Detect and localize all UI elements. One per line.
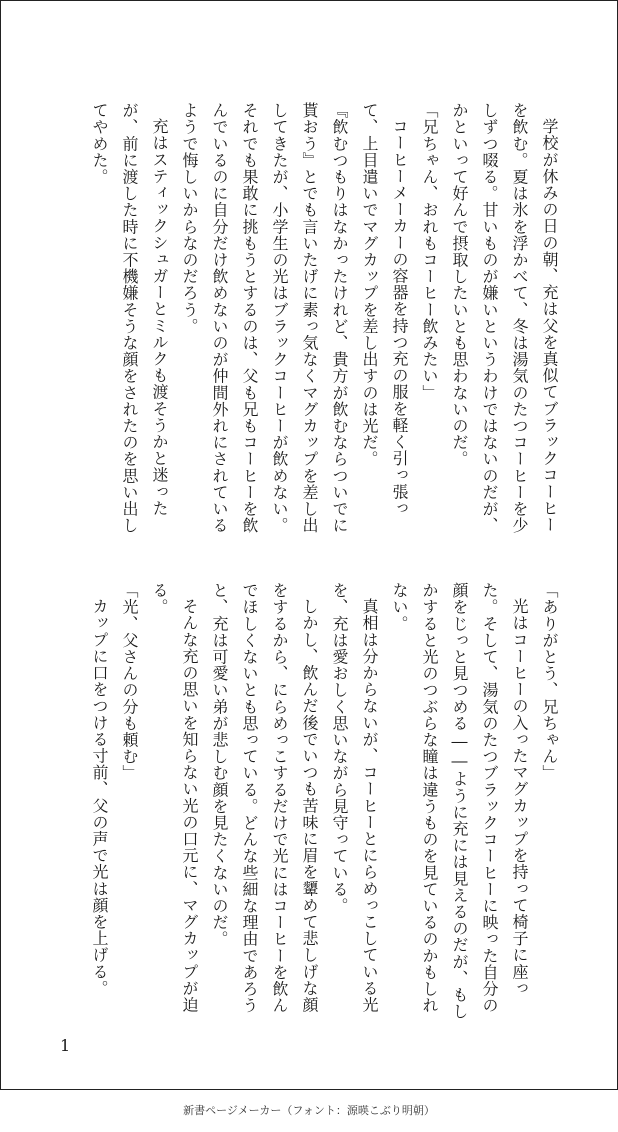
paragraph: しかし、飲んだ後でいつも苦味に眉を顰めて悲しげな顔をするから、にらめっこするだけで光にはコーヒーを飲んでほしくないとも思っている。どんな些細な理由であろうと、充は可愛い弟が悲しむ顔を見たくないのだ。 — [210, 582, 319, 1014]
paragraph: 「光、父さんの分も頼む」 — [120, 582, 139, 782]
page-number: 1 — [60, 1036, 71, 1055]
paragraph: 「兄ちゃん、おれもコーヒー飲みたい」 — [420, 102, 439, 401]
paragraph: 「ありがとう、兄ちゃん」 — [540, 582, 559, 782]
text-block-top — [84, 102, 564, 542]
paragraph: コーヒーメーカーの容器を持つ充の服を軽く引っ張って、上目遣いでマグカップを差し出すのは光だ。 — [360, 102, 409, 517]
paragraph: 『飲むつもりはなかったけれど、貴方が飲むならついでに貰おう』とでも言いたげに素っ気なくマグカップを差し出してきたが、小学生の光はブラックコーヒーが飲めない。それでも果敢に挑もうとするのは、父も兄もコーヒーを飲んでいるのに自分だけ飲めないのが仲間外れにされているようで悔しいからなのだろう。 — [180, 102, 349, 534]
paragraph: 学校が休みの日の朝、充は父を真似てブラックコーヒーを飲む。夏は氷を浮かべて、冬は湯気のたつコーヒーを少しずつ啜る。甘いものが嫌いというわけではないのだが、かといって好んで摂取したいとも思わないのだ。 — [450, 102, 559, 534]
paragraph: 真相は分からないが、コーヒーとにらめっこしている光を、充は愛おしく思いながら見守っている。 — [330, 582, 379, 1013]
paragraph: カップに口をつける寸前、父の声で光は顔を上げる。 — [90, 598, 109, 997]
paragraph: そんな充の思いを知らない光の口元に、マグカップが迫る。 — [150, 582, 199, 1013]
paragraph: 光はコーヒーの入ったマグカップを持って椅子に座った。そして、湯気のたつブラックコーヒーに映った自分の顔をじっと見つめる――ように充には見えるのだが、もしかすると光のつぶらな瞳は違うものを見ているのかもしれない。 — [390, 582, 529, 1020]
text-block-bottom — [84, 582, 564, 1022]
paragraph: 充はスティックシュガーとミルクも渡そうかと迷ったが、前に渡した時に不機嫌そうな顔をされたのを思い出してやめた。 — [90, 102, 169, 534]
footer-caption: 新書ページメーカー（フォント：源暎こぶり明朝） — [183, 1104, 435, 1117]
